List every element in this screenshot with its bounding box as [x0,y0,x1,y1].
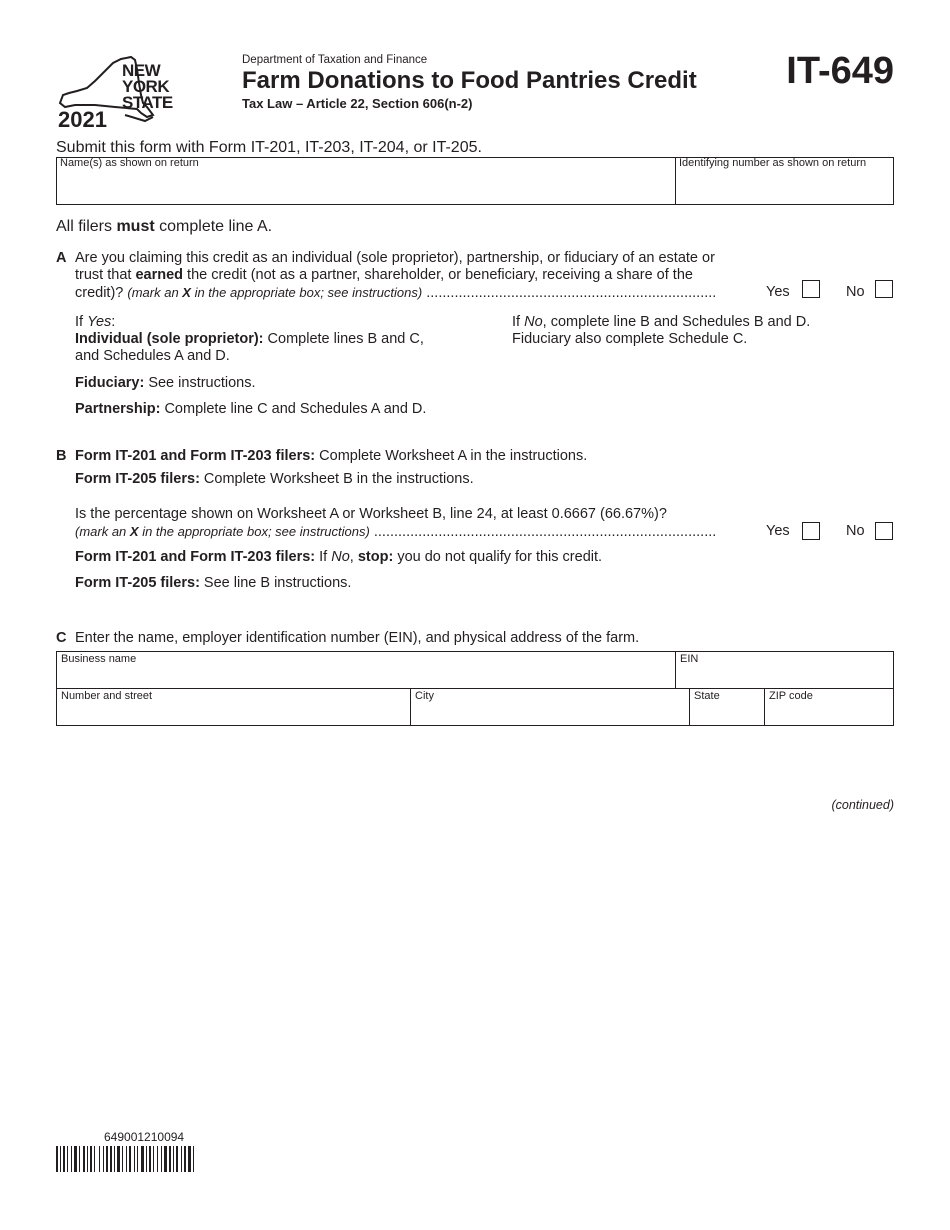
form-title: Farm Donations to Food Pantries Credit [242,67,697,94]
ein-label: EIN [680,653,699,665]
business-name-field[interactable] [57,666,674,688]
id-number-field[interactable] [676,172,893,204]
line-b-para-4 [75,575,351,592]
line-b-p1-text: Complete Worksheet A in the instructions. [315,448,588,464]
barcode-bar [134,1146,135,1172]
partnership-text: Complete line C and Schedules A and D. [160,401,427,417]
line-b-leader: ..................................................................................... [373,524,717,540]
barcode-bar [99,1146,100,1172]
barcode-bar [114,1146,115,1172]
line-a-earned: earned [135,267,184,283]
partnership-bold: Partnership: [75,401,161,417]
line-b-yes-label: Yes [766,523,790,539]
logo-word-2: YORK [122,77,170,96]
zip-label: ZIP code [769,690,813,702]
barcode-bar [79,1146,80,1172]
barcode-bar [74,1146,77,1172]
form-number: IT-649 [786,50,894,92]
if-no-instructions-2: Fiduciary also complete Schedule C. [512,331,748,347]
line-b-instr [75,524,370,539]
city-field[interactable] [411,703,688,725]
line-a-instr-post: in the appropriate box; see instructions) [190,285,423,300]
line-b-p1-bold: Form IT-201 and Form IT-203 filers: [75,448,316,464]
line-c-letter: C [56,630,67,646]
if-no-post: , complete line B and Schedules B and D. [542,314,811,330]
street-label: Number and street [61,690,153,702]
logo-word-1: NEW [122,61,161,80]
id-number-label: Identifying number as shown on return [679,157,867,169]
barcode-bar [188,1146,191,1172]
line-a-t2-pre: trust that [75,267,136,283]
barcode-bar [117,1146,120,1172]
if-no-word: No [524,314,543,330]
individual-text: Complete lines B and C, [263,331,424,347]
city-label: City [415,690,434,702]
all-filers-note [56,218,272,236]
barcode-bar [137,1146,138,1172]
barcode-number: 649001210094 [104,1130,185,1144]
barcode-bar [149,1146,151,1172]
barcode-bar [184,1146,186,1172]
state-label: State [694,690,720,702]
barcode-bar [67,1146,68,1172]
line-b-para-1 [75,448,587,465]
line-b-x: X [129,524,139,539]
line-b-p3-post: you do not qualify for this credit. [393,549,603,565]
line-a-t2-post: the credit (not as a partner, shareholder, or beneficiary, receiving a share of the [183,267,693,283]
barcode-bar [169,1146,171,1172]
individual-instructions-2: and Schedules A and D. [75,348,230,364]
form-subtitle: Tax Law – Article 22, Section 606(n-2) [242,96,473,111]
department-name: Department of Taxation and Finance [242,54,428,66]
barcode-bar [173,1146,174,1172]
if-yes-post: : [111,314,116,330]
line-b-question-2 [75,523,765,541]
barcode-bar [90,1146,92,1172]
tax-year: 2021 [58,107,107,132]
barcode-bar [141,1146,144,1172]
line-b-p2-text: Complete Worksheet B in the instructions. [199,471,474,487]
if-yes-word: Yes [87,314,112,330]
farm-row-divider [56,688,894,689]
ein-field[interactable] [676,666,893,688]
line-b-no-label: No [846,523,865,539]
barcode-bar [71,1146,72,1172]
barcode-bar [60,1146,61,1172]
line-a-yes-label: Yes [766,284,790,300]
barcode-bar [83,1146,85,1172]
line-b-instr-pre: (mark an [75,524,130,539]
barcode-bar [176,1146,178,1172]
barcode-bar [181,1146,182,1172]
barcode-bar [153,1146,154,1172]
barcode-bar [126,1146,127,1172]
barcode-bar [193,1146,194,1172]
line-b-p4-bold: Form IT-205 filers: [75,575,200,591]
business-name-label: Business name [61,653,137,665]
barcode-bar [110,1146,112,1172]
fiduciary-instructions [75,375,256,392]
if-no-instructions [512,314,810,331]
barcode-bar [63,1146,65,1172]
line-b-p3-no: No [331,549,350,565]
line-b-p4-text: See line B instructions. [199,575,352,591]
line-b-p3-stop: stop: [357,549,394,565]
individual-bold: Individual (sole proprietor): [75,331,264,347]
barcode-bar [122,1146,123,1172]
line-a-letter: A [56,250,67,266]
if-no-pre: If [512,314,525,330]
line-b-no-checkbox[interactable] [875,522,893,540]
line-c-text: Enter the name, employer identification number (EIN), and physical address of the farm. [75,630,640,646]
line-b-para-3 [75,549,602,566]
barcode-bar [164,1146,167,1172]
line-b-question: Is the percentage shown on Worksheet A or Worksheet B, line 24, at least 0.6667 (66.67%)? [75,506,667,522]
fiduciary-text: See instructions. [144,375,256,391]
line-a-text-1: Are you claiming this credit as an individual (sole proprietor), partnership, or fiduciary of an estate or [75,250,715,266]
individual-instructions [75,331,424,348]
partnership-instructions [75,401,426,418]
line-b-p3-bold: Form IT-201 and Form IT-203 filers: [75,549,316,565]
zip-field[interactable] [765,703,893,725]
line-a-yes-checkbox[interactable] [802,280,820,298]
if-yes-heading [75,314,115,331]
line-b-yes-checkbox[interactable] [802,522,820,540]
line-b-p3-comma: , [349,549,358,565]
line-a-instr-pre: (mark an [127,285,183,300]
street-field[interactable] [57,703,409,725]
barcode-bar [56,1146,58,1172]
continued-note: (continued) [831,798,894,812]
line-b-instr-post: in the appropriate box; see instructions) [138,524,370,539]
barcode-bar [87,1146,88,1172]
all-filers-post: complete line A. [154,218,273,235]
line-a-x: X [182,285,191,300]
barcode-bar [94,1146,95,1172]
barcode-bar [103,1146,104,1172]
state-field[interactable] [690,703,763,725]
line-a-t3-pre: credit)? [75,285,128,301]
line-a-no-label: No [846,284,865,300]
line-a-instr [127,285,422,300]
barcode-icon [56,1146,240,1172]
barcode [56,1146,240,1172]
line-a-leader: ........................................................................ [426,285,717,301]
line-b-letter: B [56,448,67,464]
submit-note: Submit this form with Form IT-201, IT-203, IT-204, or IT-205. [56,139,482,156]
line-b-p3-pre: If [315,549,332,565]
all-filers-must: must [116,218,155,235]
line-a-text-3 [75,284,765,302]
all-filers-pre: All filers [56,218,117,235]
nys-logo [55,55,185,133]
line-a-no-checkbox[interactable] [875,280,893,298]
barcode-bar [106,1146,108,1172]
barcode-bar [161,1146,162,1172]
barcode-bar [157,1146,158,1172]
line-b-para-2 [75,471,474,488]
barcode-bar [129,1146,131,1172]
names-label: Name(s) as shown on return [60,157,199,169]
if-yes-pre: If [75,314,88,330]
fiduciary-bold: Fiduciary: [75,375,145,391]
logo-word-3: STATE [122,93,173,112]
barcode-bar [146,1146,147,1172]
line-b-p2-bold: Form IT-205 filers: [75,471,200,487]
line-a-text-2 [75,267,693,284]
names-field[interactable] [57,172,674,204]
